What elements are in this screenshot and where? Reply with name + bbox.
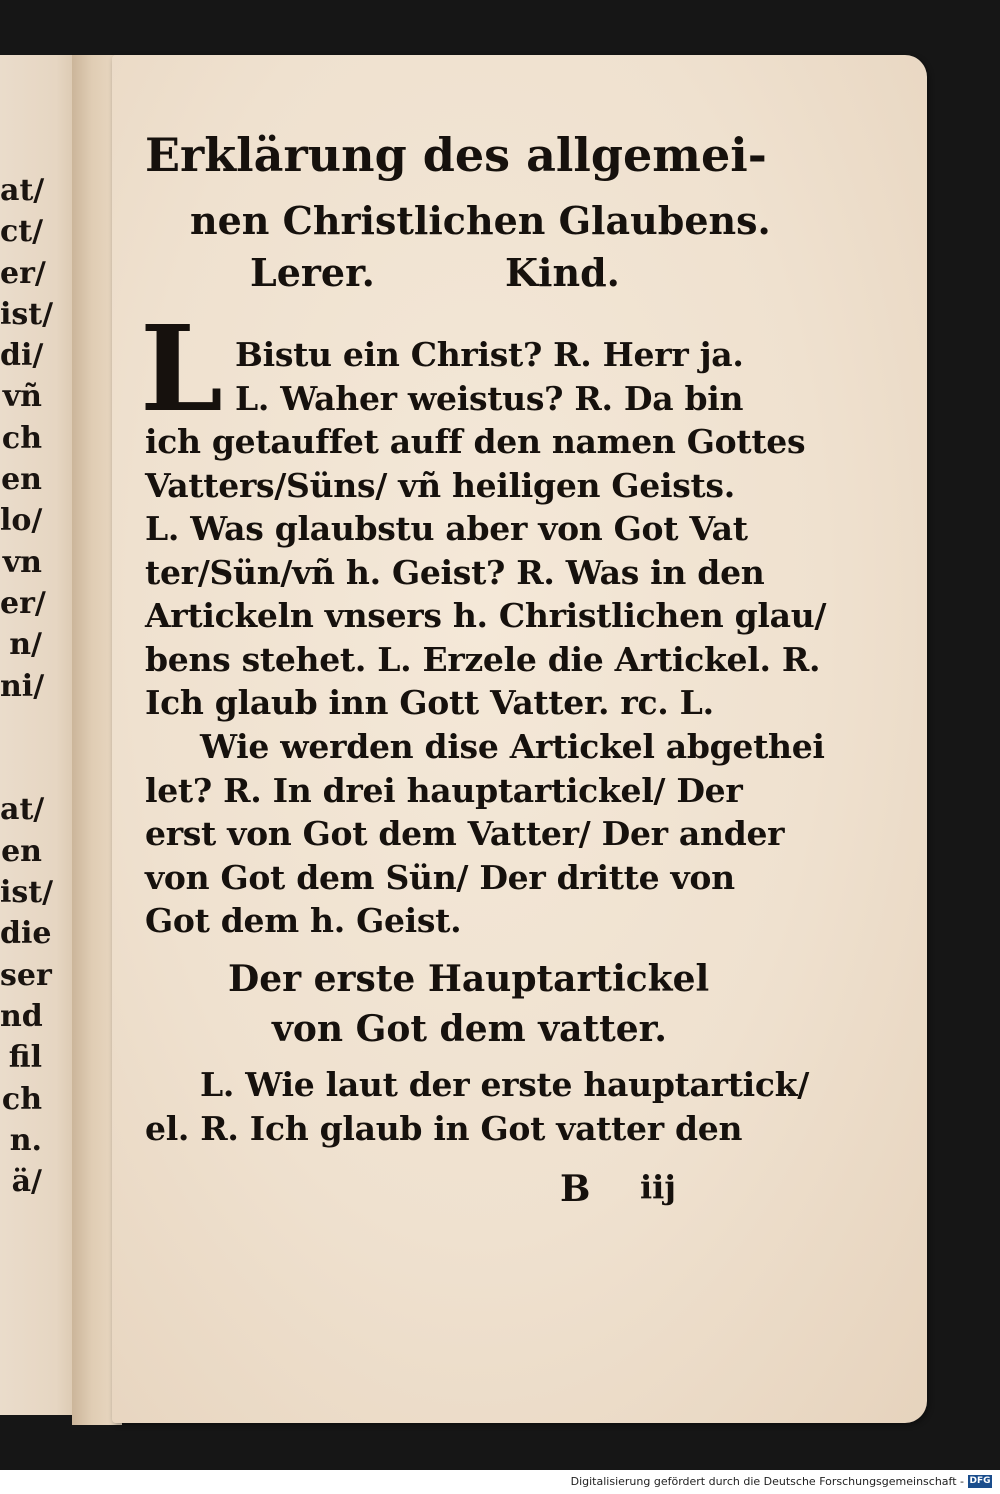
left-page-fragment: at/ — [0, 173, 45, 208]
paragraph-3-line: el. R. Ich glaub in Got vatter den — [145, 1109, 743, 1148]
left-page-fragment: n. — [9, 1122, 42, 1158]
title-line-2: nen Christlichen Glaubens. — [190, 198, 771, 243]
left-page-fragment: ni/ — [0, 668, 45, 704]
title-line-1: Erklärung des allgemei- — [145, 128, 767, 182]
speaker-kind: Kind. — [505, 250, 620, 295]
paragraph-2-line: Wie werden dise Artickel abgethei — [200, 727, 825, 766]
left-page-fragment: di/ — [0, 338, 44, 374]
left-page-fragment: n/ — [9, 627, 42, 663]
left-page-fragment: en — [1, 462, 42, 498]
left-page-fragment: ä/ — [11, 1164, 42, 1200]
left-page-fragment: ch — [1, 420, 42, 456]
left-page-fragment: fil — [8, 1040, 42, 1076]
paragraph-2-line: let? R. In drei hauptartickel/ Der — [145, 770, 743, 810]
paragraph-1-line: L. Waher weistus? R. Da bin — [235, 378, 744, 418]
speaker-lerer: Lerer. — [250, 250, 375, 295]
left-page-fragment — [0, 707, 80, 748]
section-heading-line-1: Der erste Hauptartickel — [228, 958, 710, 1000]
paragraph-1-line: ich getauffet auff den namen Gottes — [145, 422, 806, 461]
paragraph-1-line: ter/Sün/vñ h. Geist? R. Was in den — [145, 552, 765, 592]
signature-letter: B — [560, 1168, 591, 1210]
paragraph-2-line: Got dem h. Geist. — [145, 901, 462, 940]
left-page-fragment: ist/ — [0, 875, 54, 911]
paragraph-3-line: L. Wie laut der erste hauptartick/ — [200, 1065, 810, 1104]
drop-cap-initial: L — [140, 299, 223, 438]
paragraph-1-line: Vatters/Süns/ vñ heiligen Geists. — [145, 465, 735, 505]
left-page-fragment: ct/ — [0, 214, 44, 250]
left-page-fragment: en — [1, 833, 42, 869]
paragraph-1-line: Bistu ein Christ? R. Herr ja. — [235, 335, 744, 374]
footer-bar — [0, 1470, 1000, 1494]
section-heading-line-2: von Got dem vatter. — [272, 1008, 667, 1050]
paragraph-2-line: erst von Got dem Vatter/ Der ander — [145, 814, 785, 853]
dfg-logo: DFG — [969, 1476, 991, 1486]
paragraph-2-line: von Got dem Sün/ Der dritte von — [145, 857, 735, 897]
left-page-fragment: at/ — [0, 792, 45, 828]
left-page-text — [0, 170, 80, 1202]
paragraph-1-line: Ich glaub inn Gott Vatter. rc. L. — [145, 683, 714, 722]
left-page-fragment: vñ — [2, 379, 42, 415]
left-page-fragment: er/ — [0, 255, 46, 291]
paragraph-1-line: bens stehet. L. Erzele die Artickel. R. — [145, 639, 821, 679]
signature-number: iij — [640, 1168, 676, 1206]
left-page-fragment: ist/ — [0, 296, 54, 332]
left-page-fragment: ser — [0, 957, 52, 993]
left-page-fragment: die — [0, 916, 52, 952]
left-page-fragment: ch — [1, 1081, 42, 1117]
left-page-fragment — [0, 748, 80, 789]
footer-credit: Digitalisierung gefördert durch die Deutsche Forschungsgemeinschaft - — [570, 1475, 964, 1488]
left-page-fragment: lo/ — [0, 503, 43, 539]
paragraph-1-line: L. Was glaubstu aber von Got Vat — [145, 509, 748, 548]
paragraph-1-line: Artickeln vnsers h. Christlichen glau/ — [145, 596, 827, 635]
left-page-fragment: er/ — [0, 585, 46, 621]
left-page-fragment: vn — [2, 544, 42, 580]
left-page-fragment: nd — [0, 998, 43, 1034]
